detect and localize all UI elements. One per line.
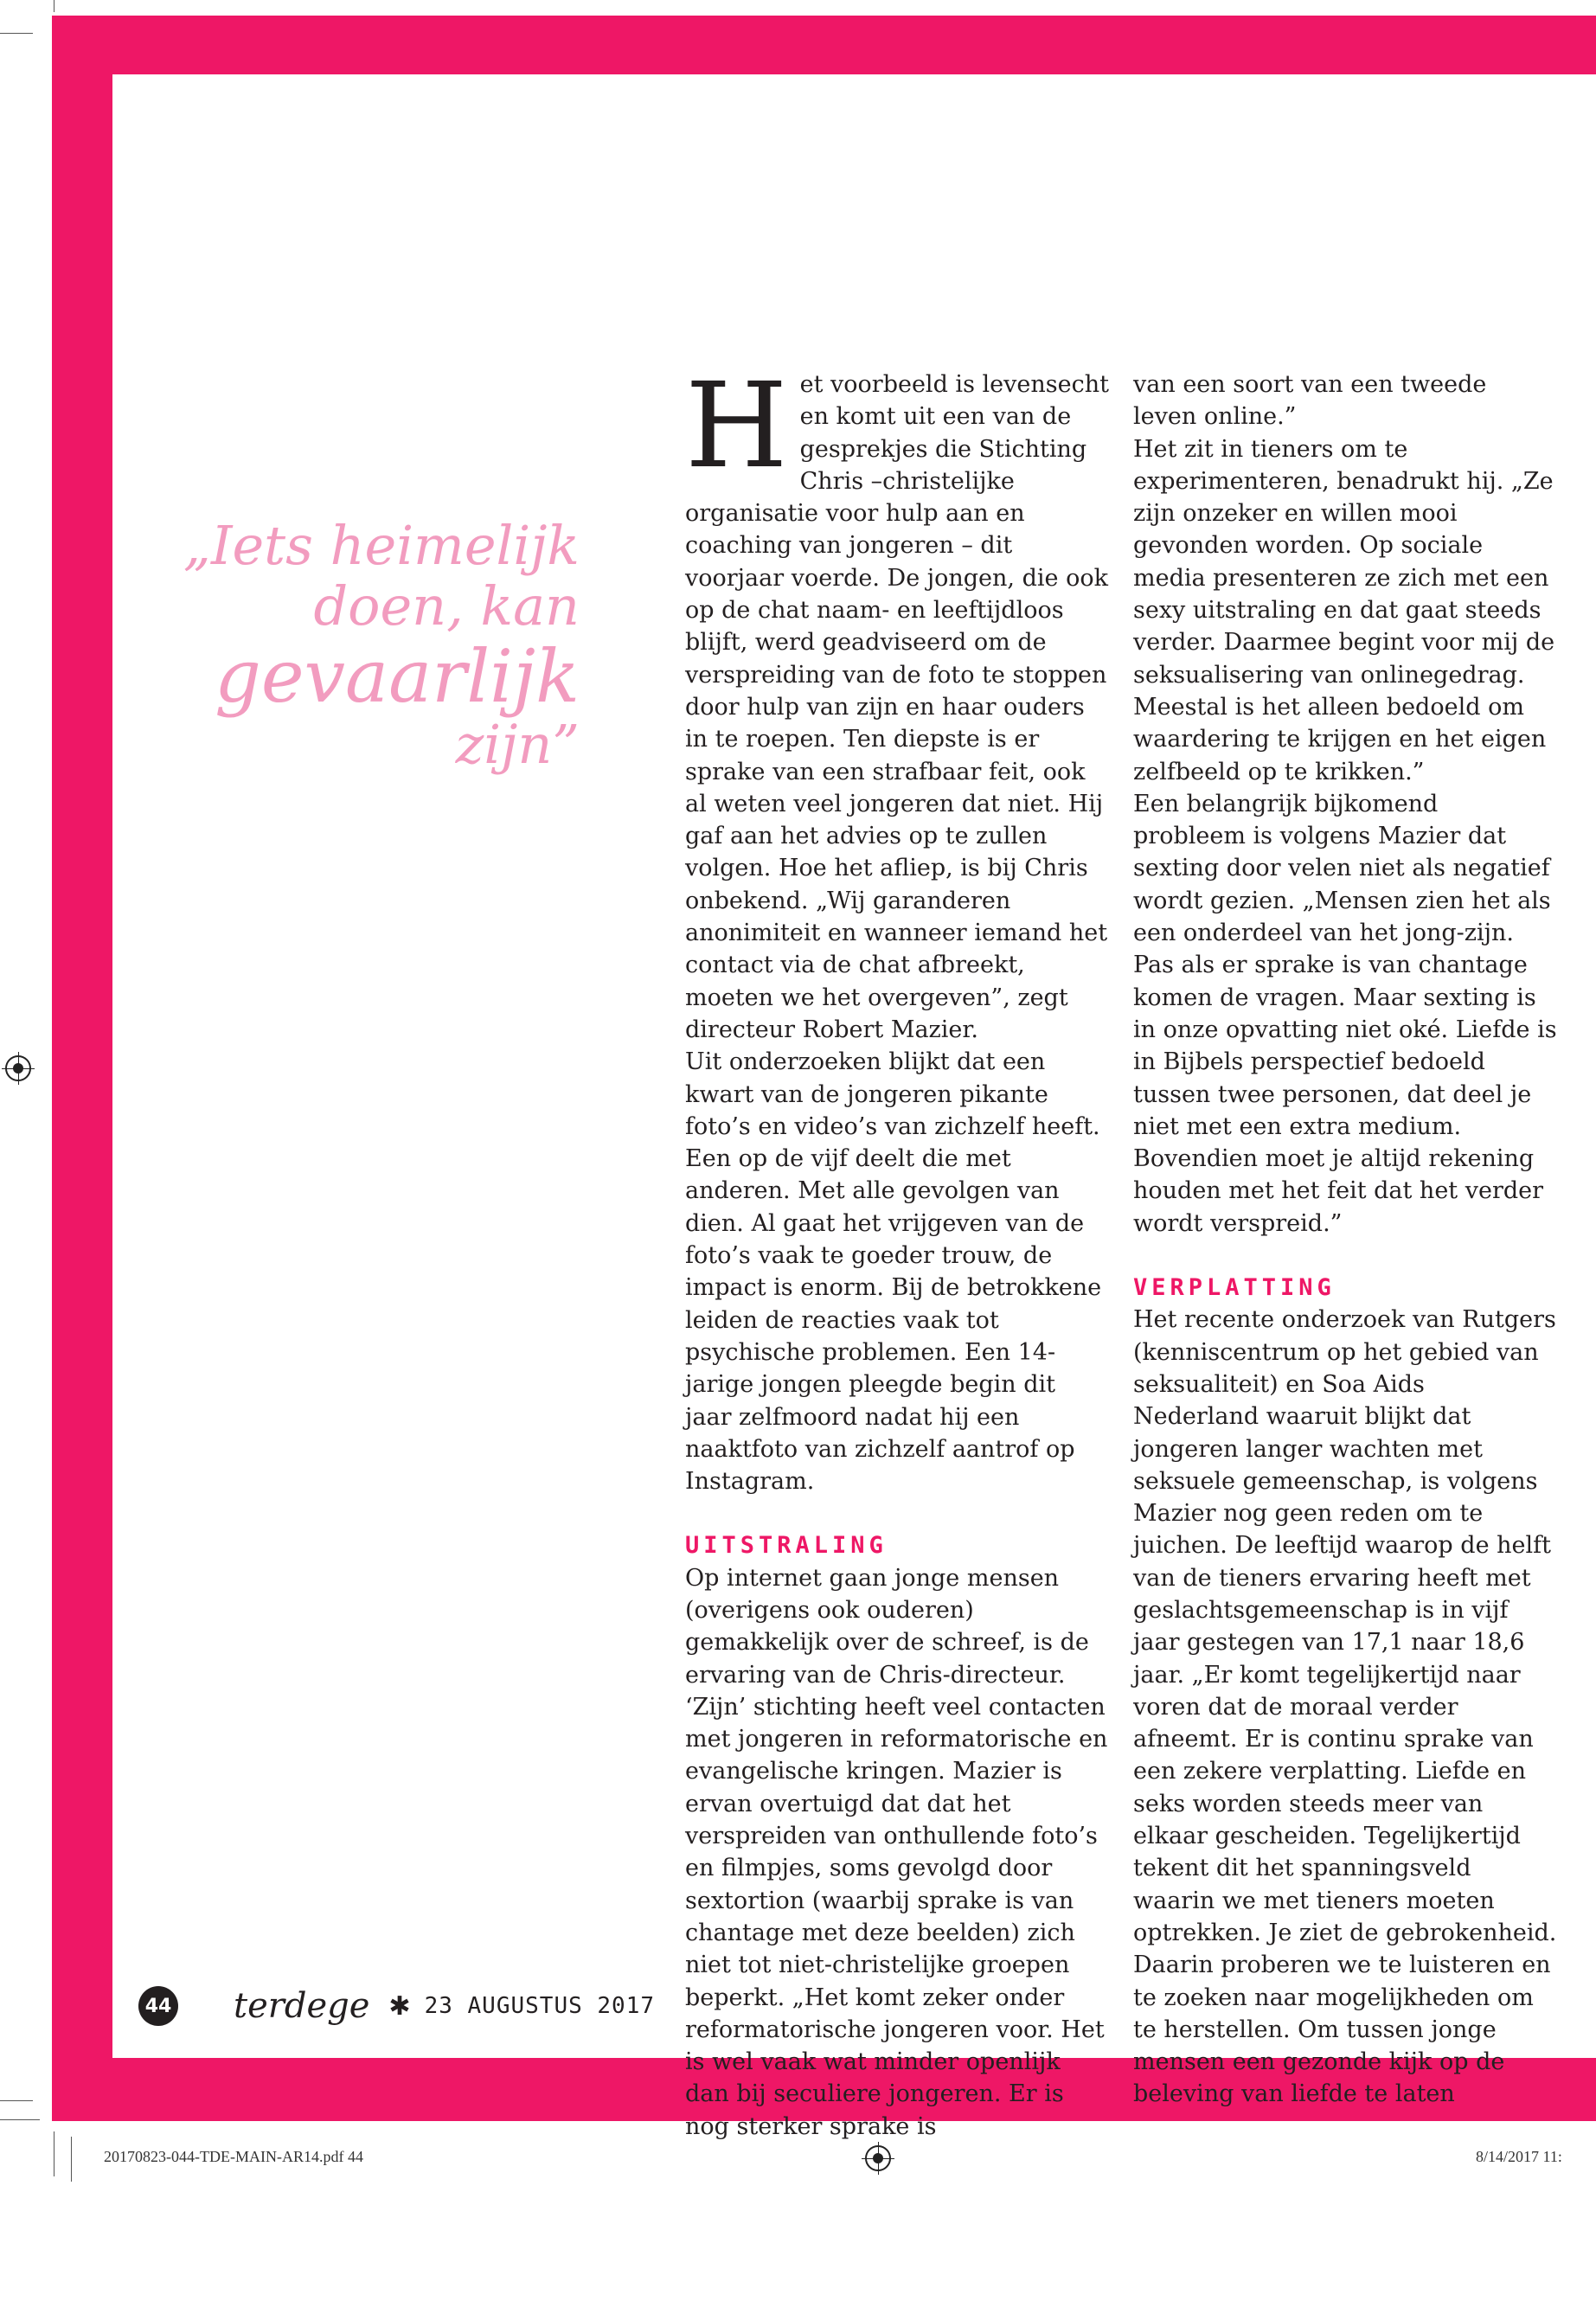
article-paragraph: Uit onderzoeken blijkt dat een kwart van de jongeren pikante foto’s en video’s van zichzelf heeft. Een op de vijf deelt die met anderen. Met alle gevolgen van dien. Al gaat het vrijgeven van de foto’s vaak te goeder trouw, de impact is enorm. Bij de betrokkene leiden de reacties vaak tot psychische problemen. Een 14-jarige jongen pleegde begin dit jaar zelfmoord nadat hij een naaktfoto van zichzelf aantrof op Instagram. <box>685 1048 1102 1496</box>
pull-quote <box>156 514 580 779</box>
article-paragraph: Op internet gaan jonge mensen (overigens ook ouderen) gemakkelijk over de schreef, is de ervaring van de Chris-directeur. ‘Zijn’ stichting heeft veel contacten met jongeren in reformatorische en evangelische kringen. Mazier is ervan overtuigd dat dat het verspreiden van onthullende foto’s en filmpjes, soms gevolgd door sextortion (waarbij sprake is van chantage met deze beelden) zich niet tot niet-christelijke groepen beperkt. „Het komt zeker onder reformatorische jongeren voor. Het is wel vaak wat minder openlijk dan bij seculiere jongeren. Er is nog sterker sprake is <box>685 1564 1108 2140</box>
print-slug-filename: 20170823-044-TDE-MAIN-AR14.pdf 44 <box>104 2148 363 2165</box>
article-column-2 <box>1133 369 1557 2111</box>
pull-quote-line: „Iets heimelijk <box>183 514 580 577</box>
brand-logo: terdege <box>234 1986 370 2026</box>
pull-quote-line: gevaarlijk <box>215 634 580 719</box>
pull-quote-line: zijn” <box>455 713 580 776</box>
pull-quote-line: doen, kan <box>313 574 580 638</box>
crop-mark-bottom-h2 <box>0 2119 40 2120</box>
article-paragraph: van een soort van een tweede leven online.” <box>1133 371 1487 431</box>
section-heading: UITSTRALING <box>685 1532 888 1560</box>
article-paragraph: Het recente onderzoek van Rutgers (kenniscentrum op het gebied van seksualiteit) en Soa Aids Nederland waaruit blijkt dat jongeren langer wachten met seksuele gemeenschap, is volgens Mazier nog geen reden om te juichen. De leeftijd waarop de helft van de tieners ervaring heeft met geslachtsgemeenschap is in vijf jaar gestegen van 17,1 naar 18,6 jaar. „Er komt tegelijkertijd naar voren dat de moraal verder afneemt. Er is continu sprake van een zekere verplatting. Liefde en seks worden steeds meer van elkaar gescheiden. Tegelijkertijd tekent dit het spanningsveld waarin we met tieners moeten optrekken. Je ziet de gebrokenheid. Daarin proberen we te luisteren en te zoeken naar mogelijkheden om te herstellen. Om tussen jonge mensen een gezonde kijk op de beleving van liefde te laten <box>1133 1306 1557 2108</box>
crop-mark-bottom-v2 <box>71 2137 72 2182</box>
article-paragraph: Het voorbeeld is levensecht en komt uit een van de gesprekjes die Stichting Chris –christelijke organisatie voor hulp aan en coaching van jongeren – dit voorjaar voerde. De jongen, die ook op de chat naam- en leeftijdloos blijft, werd geadviseerd om de verspreiding van de foto te stoppen door hulp van zijn en haar ouders in te roepen. Ten diepste is er sprake van een strafbaar feit, ook al weten veel jongeren dat niet. Hij gaf aan het advies op te zullen volgen. Hoe het afliep, is bij Chris onbekend. „Wij garanderen anonimiteit en wanneer iemand het contact via de chat afbreekt, moeten we het overgeven”, zegt directeur Robert Mazier. <box>685 358 1109 1043</box>
print-slug-timestamp: 8/14/2017 11: <box>1476 2148 1562 2165</box>
crop-mark-bottom-h <box>0 2100 33 2101</box>
crop-mark-top-h <box>0 33 33 34</box>
asterisk-icon: ✱ <box>388 1990 411 2022</box>
registration-mark-left-icon <box>5 1055 31 1081</box>
article-column-1 <box>685 358 1109 2143</box>
page-footer <box>138 1986 655 2026</box>
article-paragraph: Een belangrijk bijkomend probleem is volgens Mazier dat sexting door velen niet als negatief wordt gezien. „Mensen zien het als een onderdeel van het jong-zijn. Pas als er sprake is van chantage komen de vragen. Maar sexting is in onze opvatting niet oké. Liefde is in Bijbels perspectief bedoeld tussen twee personen, dat deel je niet met een extra medium. Bovendien moet je altijd rekening houden met het feit dat het verder wordt verspreid.” <box>1133 790 1557 1237</box>
drop-cap: H <box>685 358 788 495</box>
article-paragraph: Het zit in tieners om te experimenteren, benadrukt hij. „Ze zijn onzeker en willen mooi gevonden worden. Op sociale media presenteren ze zich met een sexy uitstraling en dat gaat steeds verder. Daarmee begint voor mij de seksualisering van onlinegedrag. Meestal is het alleen bedoeld om waardering te krijgen en het eigen zelfbeeld op te krikken.” <box>1133 435 1555 785</box>
page-number-badge: 44 <box>138 1986 178 2026</box>
registration-mark-bottom-icon <box>865 2145 891 2171</box>
issue-date: 23 AUGUSTUS 2017 <box>424 1993 656 2019</box>
section-heading: VERPLATTING <box>1133 1274 1336 1302</box>
